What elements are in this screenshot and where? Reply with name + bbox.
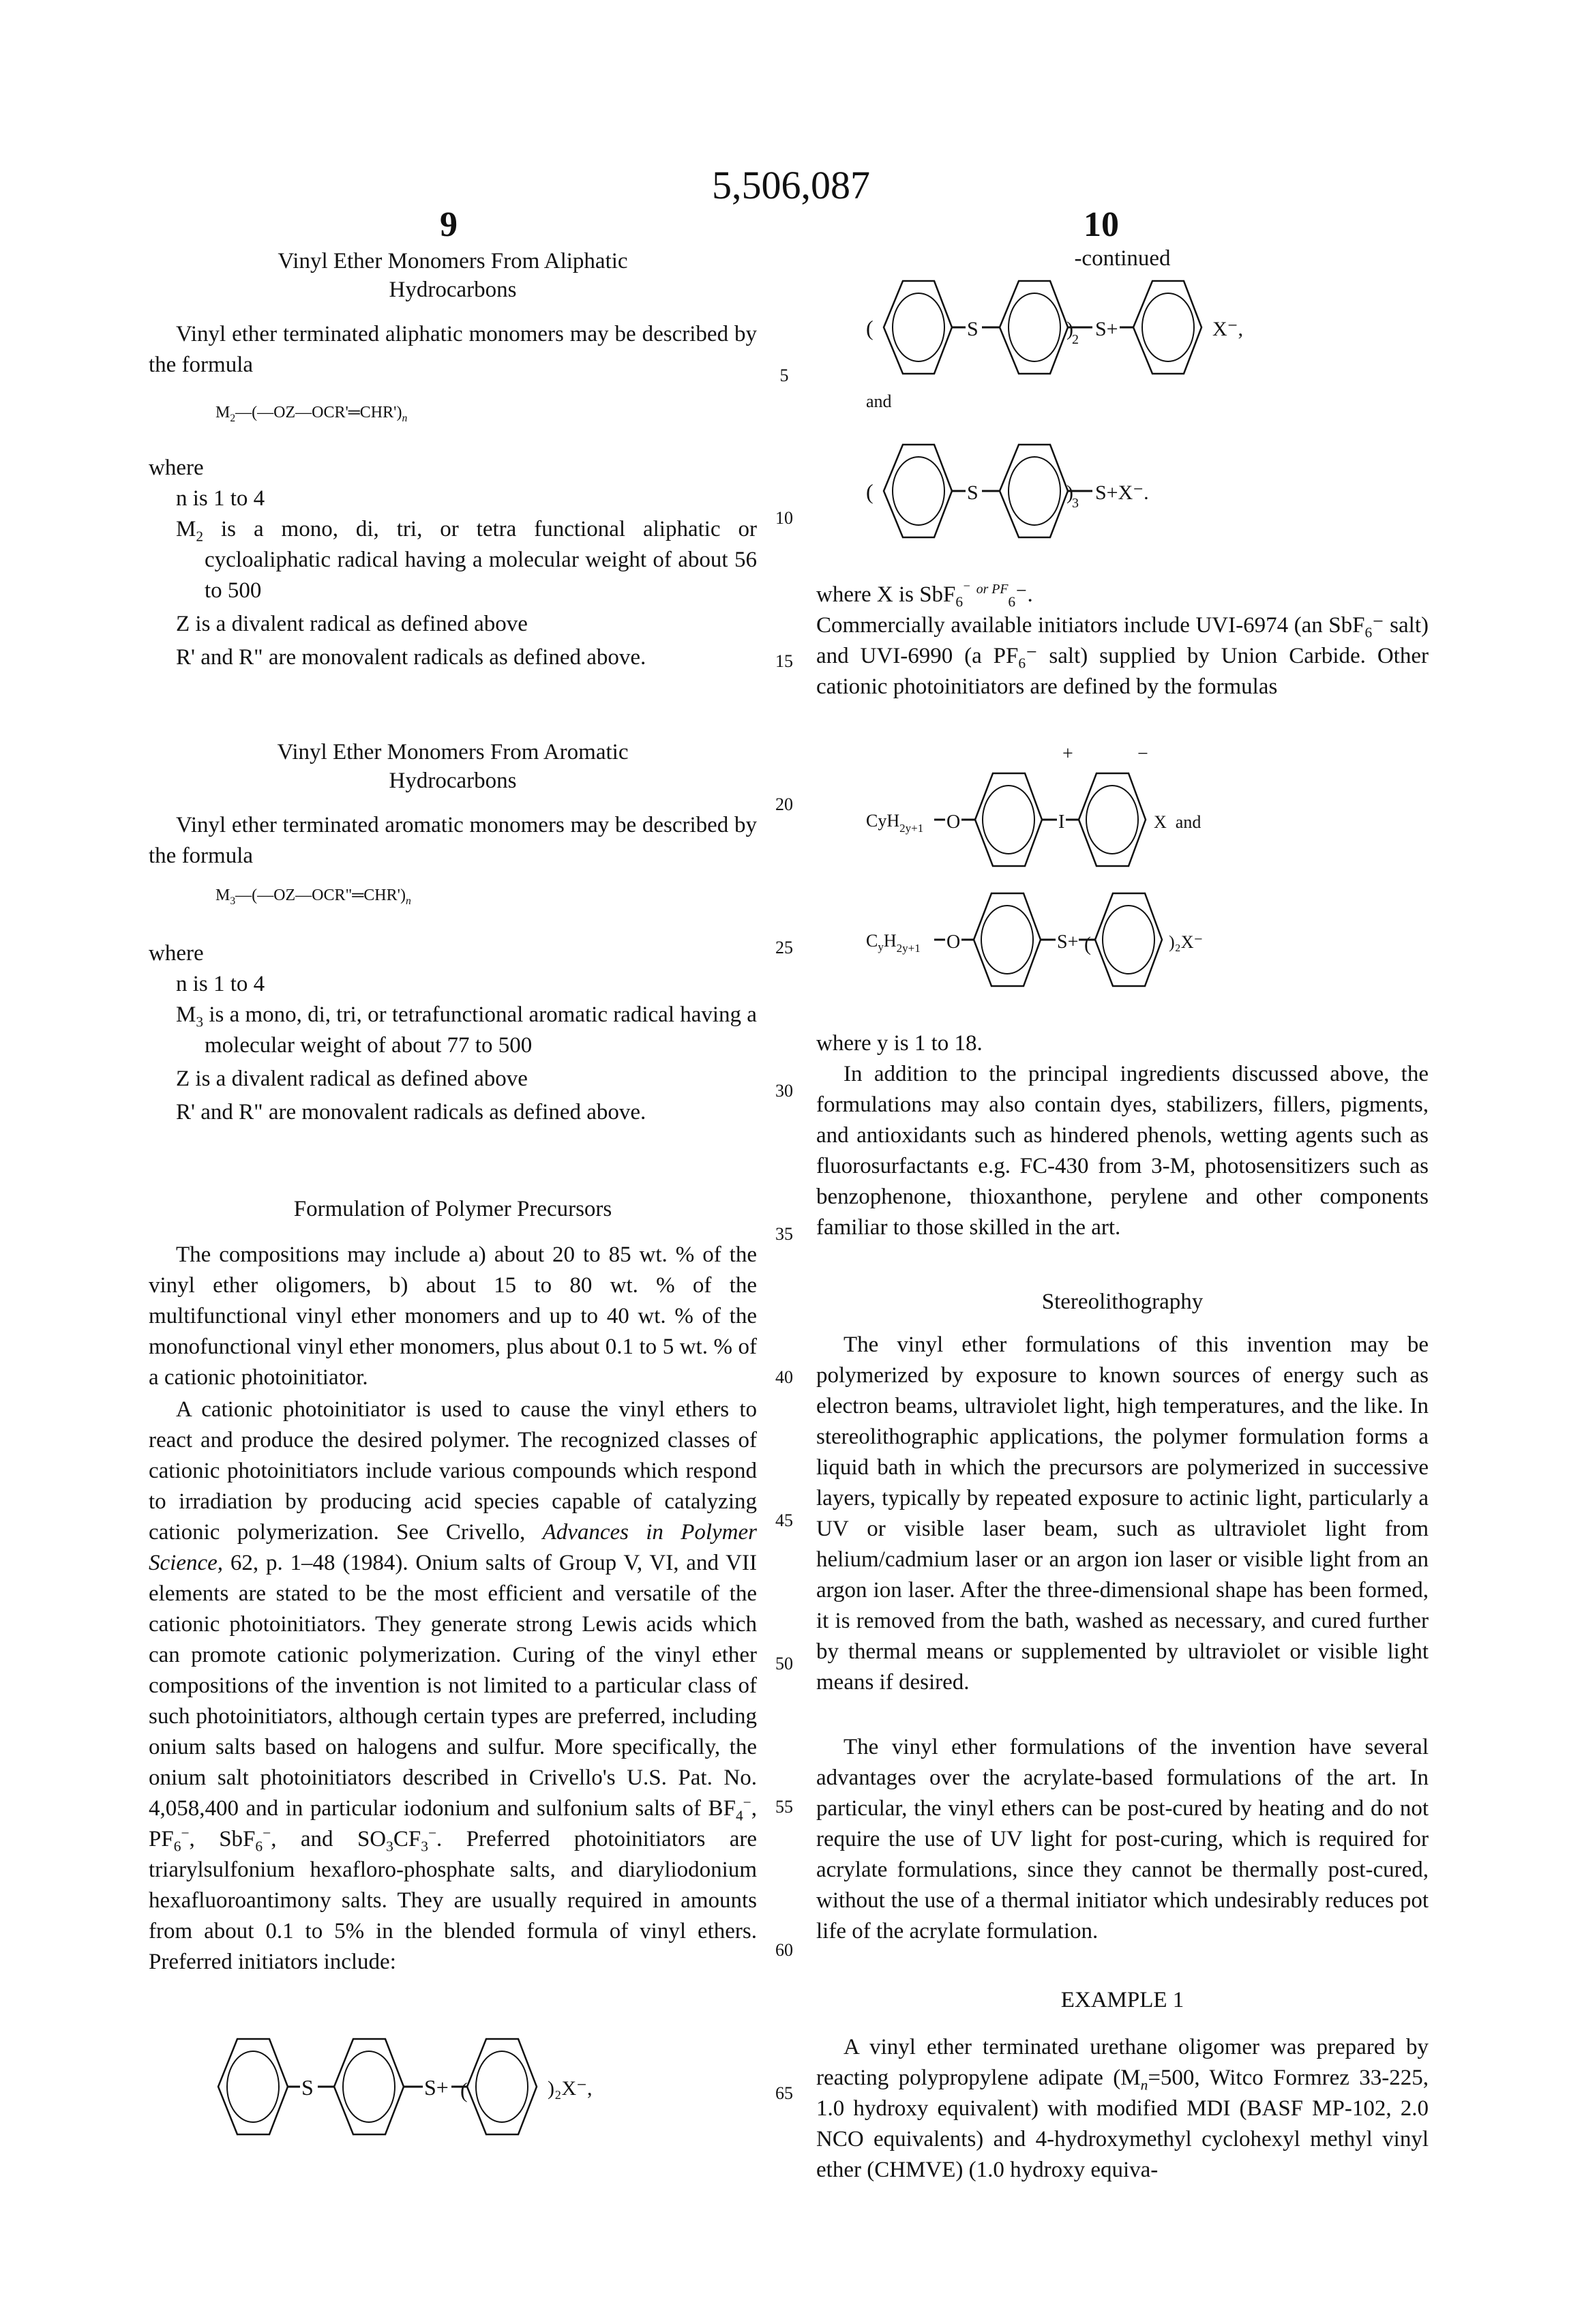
para-text: Preferred photoinitiators are triarylsulfonium hexafloro-phosphate salts, and diaryliodonium hexafluoroantimony salts. They are usually required in amounts from about 0.1 to 5% in the blended formula of vinyl ethers. Preferred initiators include: — [149, 1827, 758, 1974]
alkyl-label — [866, 811, 923, 835]
section-heading-stereolithography: Stereolithography — [1041, 1290, 1204, 1314]
definition-r: R' and R" are monovalent radicals as defined above. — [176, 645, 646, 670]
paragraph-additional-ingredients: In addition to the principal ingredients discussed above, the formulations may also contain dyes, stabilizers, fillers, pigments, and antioxidants such as hindered phenols, wetting agents such as fluorosurfactants e.g. FC-430 from 3-M, photosensitizers such as benzophenone, thioxanthone, perylene and other components familiar to those skilled in the art. — [816, 1062, 1429, 1240]
line-number: 15 — [775, 651, 793, 671]
atom-label: X and — [1154, 812, 1202, 832]
atom-label: O — [946, 811, 961, 833]
label-sub: 2y+1 — [896, 942, 921, 955]
line-number: 10 — [775, 508, 793, 528]
paragraph-commercial — [816, 610, 1429, 702]
def-text: is a mono, di, tri, or tetra functional aliphatic or cycloaliphatic radical having a molecular weight of about 56 to 500 — [203, 517, 757, 603]
sub: 6 — [255, 1838, 263, 1855]
atom-label: O — [946, 932, 961, 953]
line-number: 65 — [775, 2083, 793, 2103]
benzene-ring-icon — [1079, 773, 1146, 866]
paragraph-example-1 — [816, 2032, 1429, 2186]
heading-line: Hydrocarbons — [389, 769, 517, 793]
para-text: where X is SbF — [816, 582, 956, 607]
def-text: M — [176, 517, 196, 541]
column-number-right: 10 — [1084, 205, 1119, 244]
para-text: PF — [149, 1827, 174, 1851]
atom-label: )₂X⁻ — [1169, 932, 1204, 952]
charge-minus: − — [1137, 743, 1148, 764]
citation-title: Advances in Polymer Science, — [149, 1520, 757, 1575]
line-number: 35 — [775, 1224, 793, 1244]
sub: 6 — [955, 593, 964, 610]
bracket: ( — [460, 2078, 468, 2102]
section-heading-aromatic — [149, 738, 757, 795]
bracket: ( — [866, 316, 874, 340]
definition-n: n is 1 to 4 — [176, 486, 265, 511]
chemical-structure-sulfonium-3 — [866, 436, 1412, 552]
def-sub: 2 — [196, 528, 204, 545]
formula-text: —(—OZ—OCR"═CHR') — [235, 887, 406, 904]
line-number: 25 — [775, 938, 793, 957]
benzene-ring-icon — [467, 2039, 537, 2134]
para-text: Commercially available initiators include UVI-6974 (an SbF — [816, 613, 1365, 638]
continued-label: -continued — [1074, 246, 1171, 271]
benzene-ring-icon — [1133, 281, 1202, 374]
definition-z: Z is a divalent radical as defined above — [176, 1067, 528, 1091]
para-text: =500, Witco Formrez 33-225, 1.0 hydroxy equivalent) with modified MDI (BASF MP-102, 2.0 NCO equivalents) and 4-hydroxymethyl cyclohexyl methyl vinyl ether (CHMVE) (1.0 hydroxy equiva- — [816, 2066, 1429, 2182]
formula-sub: 2 — [230, 412, 236, 424]
benzene-ring-icon — [1000, 445, 1068, 537]
formula-text: M — [215, 404, 230, 421]
label-sub: y — [878, 940, 884, 953]
column-number-left: 9 — [440, 205, 458, 244]
paragraph-aromatic-intro: Vinyl ether terminated aromatic monomers may be described by the formula — [149, 813, 757, 868]
sub: 6 — [1018, 655, 1026, 672]
subscript: 2 — [1072, 332, 1079, 347]
atom-label: S — [967, 481, 979, 504]
label-part: C — [866, 931, 878, 951]
sub: n — [1140, 2076, 1148, 2094]
para-text: and — [300, 1827, 333, 1851]
where-label: where — [149, 941, 204, 966]
paragraph-stereolithography: The vinyl ether formulations of this invention may be polymerized by exposure to known sources of energy such as electron beams, ultraviolet light, high temperatures, and the like. In stereolithographic applications, the polymer formulation forms a liquid bath in which the precursors are polymerized in successive layers, typically by repeated exposure to actinic light, particularly a UV or visible laser beam, such as ultraviolet light from helium/cadmium laser or an argon ion laser or visible light from an argon ion laser. After the three-dimensional shape has been formed, it is removed from the bath, washed as necessary, and cured further by thermal means or supplemented by ultraviolet or visible light means if desired. — [816, 1332, 1429, 1695]
and-label: and — [866, 391, 892, 411]
section-heading-formulation: Formulation of Polymer Precursors — [293, 1197, 612, 1221]
bracket: ( — [866, 479, 874, 504]
definition-n: n is 1 to 4 — [176, 972, 265, 996]
bracket: ( — [1084, 933, 1091, 955]
line-number: 5 — [779, 366, 789, 385]
atom-label: S — [967, 318, 979, 340]
patent-number: 5,506,087 — [712, 163, 870, 207]
line-number: 30 — [775, 1081, 793, 1101]
definition-m2 — [149, 514, 757, 606]
paragraph-compositions: The compositions may include a) about 20 to 85 wt. % of the vinyl ether oligomers, b) about 15 to 80 wt. % of the multifunctional vinyl ether monomers and up to 40 wt. % of the monofunctional vinyl ether monomers, plus about 0.1 to 5 wt. % of a cationic photoinitiator. — [149, 1242, 757, 1390]
where-block-aliphatic — [149, 453, 757, 673]
bracket: ) — [1066, 481, 1073, 504]
sub: 6 — [173, 1838, 181, 1855]
section-heading-example-1: EXAMPLE 1 — [1060, 1988, 1184, 2012]
sup: ⁻ — [963, 580, 971, 597]
atom-label: )₂X⁻, — [548, 2077, 593, 2100]
section-heading-aliphatic — [149, 247, 757, 304]
benzene-ring-icon — [1000, 281, 1068, 374]
atom-label: S+ — [424, 2075, 449, 2100]
alkyl-label — [866, 931, 921, 955]
line-number: 60 — [775, 1940, 793, 1960]
def-text: M — [176, 1002, 196, 1027]
benzene-ring-icon — [974, 893, 1041, 986]
label-sub: 2y+1 — [899, 822, 924, 835]
para-text: or PF — [976, 582, 1009, 597]
label-part: CyH — [866, 811, 900, 831]
where-x-line — [816, 574, 1429, 610]
heading-line: Vinyl Ether Monomers From Aromatic — [277, 740, 629, 764]
atom-label: S+ — [1095, 318, 1118, 340]
sub: 6 — [1364, 624, 1373, 641]
atom-label: X⁻, — [1212, 318, 1243, 340]
formula-m3 — [149, 887, 411, 905]
heading-line: Hydrocarbons — [389, 278, 517, 302]
formula-sub: 3 — [230, 895, 236, 907]
where-label: where — [149, 456, 204, 480]
para-text: A vinyl ether terminated urethane oligomer was prepared by reacting polypropylene adipate (M — [816, 2035, 1429, 2090]
line-number: 45 — [775, 1510, 793, 1530]
para-text: SbF — [219, 1827, 256, 1851]
para-text: 62, p. 1–48 (1984). Onium salts of Group V, VI, and VII elements are stated to be the most efficient and versatile of the cationic photoinitiators. They generate strong Lewis acids which can promote cationic polymerization. Curing of the vinyl ether compositions of the invention is not limited to a particular class of such photoinitiators, although certain types are preferred, including onium salts based on halogens and sulfur. More specifically, the onium salt photoinitiators described in Crivello's U.S. Pat. No. 4,058,400 and in particular iodonium and sulfonium salts of BF — [149, 1551, 757, 1821]
where-y-line: where y is 1 to 18. — [816, 1031, 983, 1056]
def-sub: 3 — [196, 1013, 204, 1030]
definition-r: R' and R" are monovalent radicals as defined above. — [176, 1100, 646, 1124]
benzene-ring-icon — [218, 2039, 288, 2134]
benzene-ring-icon — [884, 281, 952, 374]
paragraph-cationic: A cationic photoinitiator is used to cause the vinyl ethers to react and produce the desired polymer. The recognized classes of cationic photoinitiators include various compounds which respond to irradiation by producing acid species capable of catalyzing cationic polymerization. See Crivello, Advances in Polymer Science, 62, p. 1–48 (1984). Onium salts of Group V, VI, and VII elements are stated to be the most efficient and versatile of the cationic photoinitiators. They generate strong Lewis acids which can promote cationic polymerization. Curing of the vinyl ether compositions of the invention is not limited to a particular class of such photoinitiators, although certain types are preferred, including onium salts based on halogens and sulfur. More specifically, the onium salt photoinitiators described in Crivello's U.S. Pat. No. 4,058,400 and in particular iodonium and sulfonium salts of $BF_4^-$, $PF_6^-$, SbF$_6$−, and $SO_3CF_3^-$. Preferred photoinitiators are triarylsulfonium hexafloro-phosphate salts, and diaryliodonium hexafluoroantimony salts. They are usually required in amounts from about 0.1 to 5% in the blended formula of vinyl ethers. Preferred initiators include: — [149, 1397, 758, 1974]
atom-label: S+ — [1057, 932, 1079, 953]
chemical-structure-sulfonium-2 — [866, 273, 1412, 389]
sub: 6 — [1008, 593, 1016, 610]
chemical-structures-iodonium-sulfonium — [866, 743, 1425, 1016]
formula-sub: n — [405, 895, 411, 907]
sub: 3 — [386, 1838, 393, 1855]
definition-z: Z is a divalent radical as defined above — [176, 612, 528, 636]
charge-plus: + — [1062, 743, 1073, 764]
paragraph-advantages: The vinyl ether formulations of the invention have several advantages over the acrylate-based formulations of the art. In particular, the vinyl ethers can be post-cured by heating and do not require the use of UV light for post-curing, which is required for acrylate formulations, since they cannot be thermally post-cured, without the use of a thermal initiator which undesirably reduces pot life of the acrylate formulation. — [816, 1735, 1429, 1943]
para-text: ⁻ salt) and UVI-6990 (a PF — [816, 613, 1429, 668]
where-block-aromatic — [149, 938, 757, 1128]
line-number: 50 — [775, 1654, 793, 1673]
para-text: ⁻ salt) supplied by Union Carbide. Other cationic photoinitiators are defined by the formulas — [816, 644, 1429, 699]
atom-label: S+X⁻. — [1095, 481, 1149, 504]
def-text: is a mono, di, tri, or tetrafunctional aromatic radical having a molecular weight of about 77 to 500 — [203, 1002, 757, 1058]
benzene-ring-icon — [334, 2039, 404, 2134]
label-part: H — [883, 931, 897, 951]
para-text: SO — [357, 1827, 387, 1851]
paragraph-aliphatic-intro: Vinyl ether terminated aliphatic monomers may be described by the formula — [149, 322, 757, 377]
para-text: CF — [393, 1827, 421, 1851]
formula-text: —(—OZ—OCR'═CHR') — [235, 404, 402, 421]
chemical-structure-triarylsulfonium-1 — [198, 2025, 743, 2148]
benzene-ring-icon — [884, 445, 952, 537]
line-number: 40 — [775, 1367, 793, 1387]
atom-label: I — [1058, 811, 1065, 833]
para-text: ⁻. — [1015, 582, 1033, 607]
definition-m3 — [149, 1000, 757, 1061]
line-number: 55 — [775, 1797, 793, 1817]
bracket: ) — [1066, 318, 1073, 340]
benzene-ring-icon — [975, 773, 1042, 866]
subscript: 3 — [1072, 496, 1079, 511]
where-x-block — [816, 574, 1429, 702]
sub: 3 — [421, 1838, 428, 1855]
sub: 4 — [735, 1807, 743, 1824]
line-number: 20 — [775, 794, 793, 814]
formula-sub: n — [402, 412, 408, 424]
formula-m2 — [149, 404, 407, 422]
benzene-ring-icon — [1095, 893, 1162, 986]
heading-line: Vinyl Ether Monomers From Aliphatic — [278, 249, 628, 273]
atom-label: S — [301, 2075, 314, 2100]
para-text: A cationic photoinitiator is used to cause the vinyl ethers to react and produce the desired polymer. The recognized classes of cationic photoinitiators include various compounds which respond to irradiation by producing acid species capable of catalyzing cationic polymerization. See Crivello, — [149, 1397, 757, 1545]
formula-text: M — [215, 887, 230, 904]
